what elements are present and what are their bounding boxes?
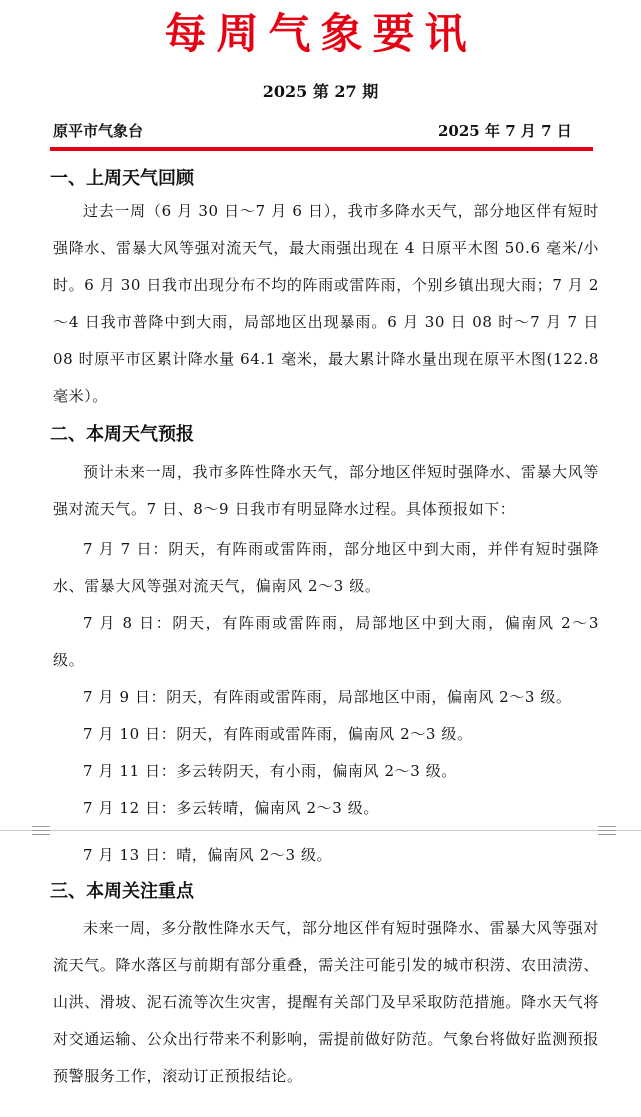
masthead-title: 每周气象要讯 <box>164 9 477 58</box>
forecast-day: 7 月 12 日：多云转晴，偏南风 2～3 级。 <box>83 799 379 817</box>
page-break-right-icon <box>598 826 616 835</box>
issue-number: 2025 第 27 期 <box>262 82 379 101</box>
forecast-day: 7 月 10 日：阴天，有阵雨或雷阵雨，偏南风 2～3 级。 <box>83 725 473 743</box>
forecast-day: 7 月 8 日：阴天，有阵雨或雷阵雨，局部地区中到大雨，偏南风 2～3 级。 <box>53 614 599 669</box>
publish-date: 2025 年 7 月 7 日 <box>438 122 572 140</box>
section-heading-review: 一、上周天气回顾 <box>50 168 194 189</box>
page-break-left-icon <box>32 826 50 835</box>
section-heading-forecast: 二、本周天气预报 <box>50 424 194 445</box>
header-divider <box>50 147 593 151</box>
forecast-day: 7 月 11 日：多云转阴天，有小雨，偏南风 2～3 级。 <box>83 762 457 780</box>
forecast-day: 7 月 7 日：阴天，有阵雨或雷阵雨，部分地区中到大雨，并伴有短时强降水、雷暴大风等强对流天气，偏南风 2～3 级。 <box>53 540 599 595</box>
publisher: 原平市气象台 <box>53 122 144 140</box>
section-heading-focus: 三、本周关注重点 <box>50 881 194 902</box>
forecast-day: 7 月 9 日：阴天，有阵雨或雷阵雨，局部地区中雨，偏南风 2～3 级。 <box>83 688 572 706</box>
focus-paragraph: 未来一周，多分散性降水天气，部分地区伴有短时强降水、雷暴大风等强对流天气。降水落区与前期有部分重叠，需关注可能引发的城市积涝、农田渍涝、山洪、滑坡、泥石流等次生灾害，提醒有关部门及早采取防范措施。降水天气将对交通运输、公众出行带来不利影响，需提前做好防范。气象台将做好监测预报预警服务工作，滚动订正预报结论。 <box>53 919 600 1085</box>
forecast-day: 7 月 13 日：晴，偏南风 2～3 级。 <box>83 846 333 864</box>
forecast-intro: 预计未来一周，我市多阵性降水天气，部分地区伴短时强降水、雷暴大风等强对流天气。7 日、8～9 日我市有明显降水过程。具体预报如下： <box>53 463 599 518</box>
page-break-line <box>0 830 641 831</box>
review-paragraph: 过去一周（6 月 30 日～7 月 6 日），我市多降水天气，部分地区伴有短时强降水、雷暴大风等强对流天气，最大雨强出现在 4 日原平木图 50.6 毫米/小时。6 月 30 日我市出现分布不均的阵雨或雷阵雨，个别乡镇出现大雨；7 月 2～4 日我市普降中到大雨，局部地区出现暴雨。6 月 30 日 08 时～7 月 7 日 08 时原平市区累计降水量 64.1 毫米，最大累计降水量出现在原平木图(122.8 毫米）。 <box>53 202 599 405</box>
